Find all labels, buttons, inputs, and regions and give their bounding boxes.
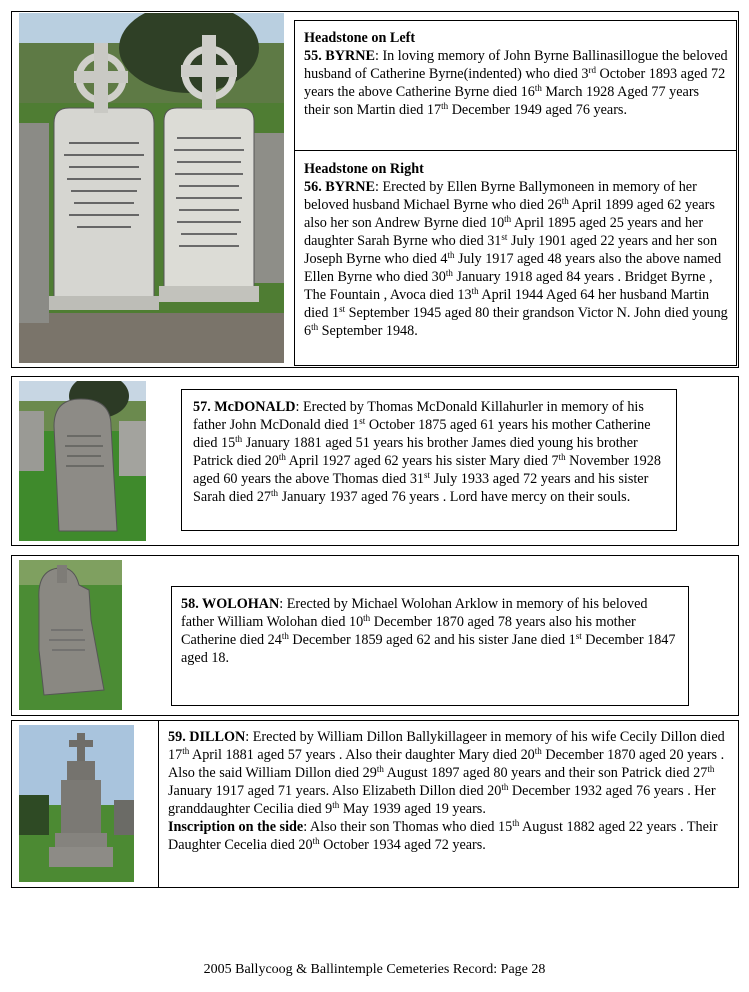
inscription-text: April 1927 aged 62 years his sister Mary died 7 xyxy=(285,453,559,469)
ordinal-suffix: th xyxy=(363,613,371,623)
inscription-text: April 1895 aged 25 years and her daughter Sarah Byrne who died 31 xyxy=(304,215,704,249)
entry-56-textbox xyxy=(294,150,737,366)
ordinal-suffix: th xyxy=(271,488,279,498)
photo-headstones-byrne xyxy=(19,13,284,363)
ordinal-suffix: th xyxy=(501,782,509,792)
ordinal-suffix: th xyxy=(534,83,542,93)
inscription-text: January 1918 aged 84 years . Bridget Byrne , The Fountain , Avoca died 13 xyxy=(304,269,713,303)
inscription-text: March 1928 Aged 77 years their son Martin died 17 xyxy=(304,84,700,118)
photo-headstone-mcdonald xyxy=(19,381,146,541)
entry-58-text xyxy=(181,595,680,667)
entry-55-text xyxy=(304,47,728,119)
inscription-text: April 1944 Aged 64 her husband Martin died 1 xyxy=(304,287,710,321)
inscription-text: : Erected by William Dillon Ballykillageer in memory of his wife Cecily Dillon died 17 xyxy=(168,729,725,763)
ordinal-suffix: th xyxy=(281,631,289,641)
ordinal-suffix: st xyxy=(501,232,508,242)
ordinal-suffix: th xyxy=(707,764,715,774)
ordinal-suffix: th xyxy=(312,836,320,846)
inscription-text: September 1945 aged 80 their grandson Victor N. John died young 6 xyxy=(304,305,728,339)
monument-image xyxy=(19,725,134,882)
ordinal-suffix: th xyxy=(441,101,449,111)
entry-56-heading: Headstone on Right xyxy=(304,161,424,177)
ordinal-suffix: th xyxy=(235,434,243,444)
entry-58-textbox xyxy=(171,586,689,706)
ordinal-suffix: th xyxy=(311,322,319,332)
inscription-text: December 1949 aged 76 years. xyxy=(448,102,627,118)
inscription-text: August 1882 aged 22 years . Their Daughter Cecelia died 20 xyxy=(168,819,718,853)
ordinal-suffix: th xyxy=(447,250,455,260)
inscription-text: December 1932 aged 76 years . Her granddaughter Cecilia died 9 xyxy=(168,783,716,817)
ordinal-suffix: th xyxy=(376,764,384,774)
inscription-text: December 1870 aged 78 years also his mother Catherine died 24 xyxy=(181,614,636,648)
inscription-text: October 1875 aged 61 years his mother Catherine died 15 xyxy=(193,417,651,451)
inscription-text: August 1897 aged 80 years and their son Patrick died 27 xyxy=(383,765,708,781)
inscription-text: September 1948. xyxy=(318,323,418,339)
entry-number: 55. BYRNE xyxy=(304,48,375,64)
inscription-text: July 1933 aged 72 years and his sister Sarah died 27 xyxy=(193,471,649,505)
ordinal-suffix: th xyxy=(504,214,512,224)
entry-57-textbox xyxy=(181,389,677,531)
entry-number: 58. WOLOHAN xyxy=(181,596,280,612)
page-footer: 2005 Ballycoog & Ballintemple Cemeteries Record: Page 28 xyxy=(203,962,546,977)
inscription-text: July 1917 aged 48 years also the above named Ellen Byrne who died 30 xyxy=(304,251,722,285)
ordinal-suffix: st xyxy=(575,631,582,641)
inscription-text: December 1859 aged 62 and his sister Jane died 1 xyxy=(288,632,576,648)
inscription-text: April 1899 aged 62 years also her son Andrew Byrne died 10 xyxy=(304,197,715,231)
ordinal-suffix: th xyxy=(512,818,520,828)
inscription-text: October 1893 aged 72 years the above Catherine Byrne died 16 xyxy=(304,66,726,100)
ordinal-suffix: th xyxy=(445,268,453,278)
ordinal-suffix: th xyxy=(332,800,340,810)
entry-56-text xyxy=(304,178,728,340)
inscription-text: : Erected by Ellen Byrne Ballymoneen in memory of her beloved husband Michael Byrne who died 26 xyxy=(304,179,697,213)
inscription-text: January 1917 aged 71 years. Also Elizabeth Dillon died 20 xyxy=(168,783,502,799)
entry-number: 57. McDONALD xyxy=(193,399,296,415)
entry-55-heading: Headstone on Left xyxy=(304,30,416,46)
entry-57-text xyxy=(193,398,668,506)
headstone-image xyxy=(19,381,146,541)
inscription-text: : Erected by Thomas McDonald Killahurler in memory of his father John McDonald died 1 xyxy=(193,399,644,433)
entry-59-side-inscription xyxy=(168,818,730,854)
photo-headstone-wolohan xyxy=(19,560,122,710)
inscription-text: May 1939 aged 19 years. xyxy=(339,801,486,817)
inscription-text: December 1847 aged 18. xyxy=(181,632,676,666)
ordinal-suffix: th xyxy=(471,286,479,296)
ordinal-suffix: th xyxy=(278,452,286,462)
inscription-text: : In loving memory of John Byrne Ballinasillogue the beloved husband of Catherine Byrne(indented) who died 3 xyxy=(304,48,728,82)
inscription-text: : Also their son Thomas who died 15 xyxy=(303,819,513,835)
inscription-text: April 1881 aged 57 years . Also their daughter Mary died 20 xyxy=(189,747,535,763)
ordinal-suffix: th xyxy=(182,746,190,756)
entry-55-textbox xyxy=(294,20,737,152)
headstones-image xyxy=(19,13,284,363)
ordinal-suffix: th xyxy=(561,196,569,206)
entry-59-textbox xyxy=(158,720,739,888)
ordinal-suffix: st xyxy=(424,470,431,480)
entry-number: 59. DILLON xyxy=(168,729,246,745)
photo-monument-dillon xyxy=(19,725,134,882)
ordinal-suffix: rd xyxy=(588,65,596,75)
inscription-text: January 1937 aged 76 years . Lord have mercy on their souls. xyxy=(278,489,631,505)
ordinal-suffix: th xyxy=(558,452,566,462)
ordinal-suffix: th xyxy=(534,746,542,756)
inscription-text: October 1934 aged 72 years. xyxy=(319,837,486,853)
inscription-text: December 1870 aged 20 years . Also the said William Dillon died 29 xyxy=(168,747,725,781)
side-inscription-heading: Inscription on the side xyxy=(168,819,304,835)
ordinal-suffix: st xyxy=(339,304,346,314)
headstone-image xyxy=(19,560,122,710)
inscription-text: November 1928 aged 60 years the above Thomas died 31 xyxy=(193,453,661,487)
inscription-text: July 1901 aged 22 years and her son Joseph Byrne who died 4 xyxy=(304,233,718,267)
inscription-text: : Erected by Michael Wolohan Arklow in memory of his beloved father William Wolohan died 10 xyxy=(181,596,648,630)
entry-59-text xyxy=(168,728,730,818)
inscription-text: January 1881 aged 51 years his brother James died young his brother Patrick died 20 xyxy=(193,435,638,469)
ordinal-suffix: st xyxy=(359,416,366,426)
entry-number: 56. BYRNE xyxy=(304,179,375,195)
